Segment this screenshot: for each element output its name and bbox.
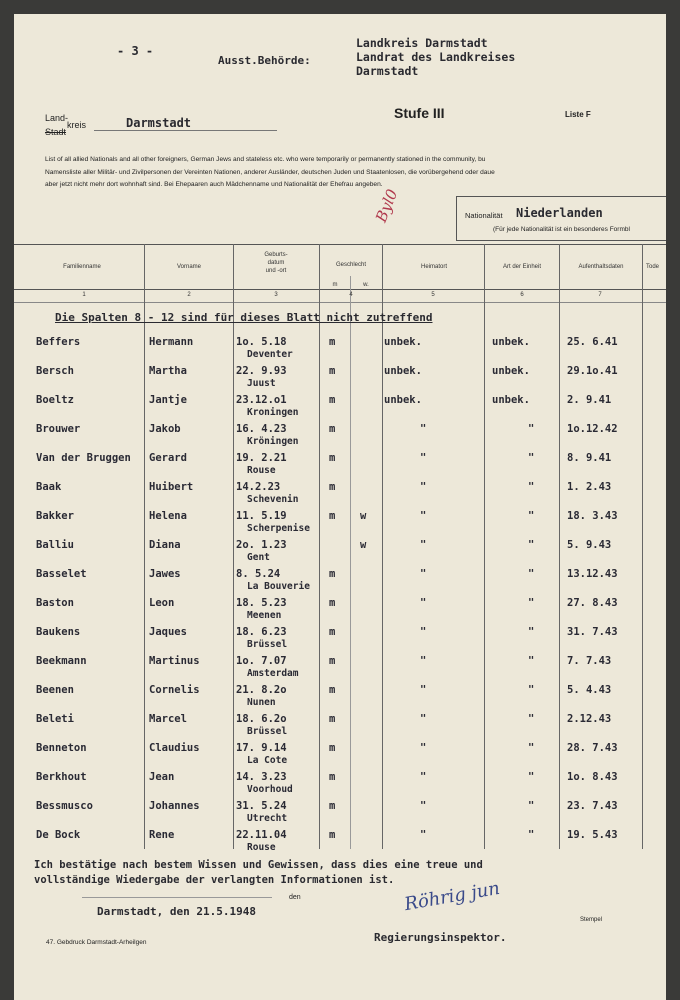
row-einheit: unbek. [492,336,530,348]
row-geschlecht-w: w [360,510,367,522]
row-familienname: Bakker [36,510,74,522]
table-row [14,568,666,592]
table-row [14,423,666,447]
row-geburtsort: Schevenin [247,494,299,505]
row-familienname: Van der Bruggen [36,452,131,464]
signature: Röhrig jun [402,877,502,916]
row-geburtsort: Kröningen [247,436,299,447]
row-geschlecht-m: m [329,510,336,522]
header-tode: Tode [646,264,660,270]
row-geschlecht-m: m [329,365,336,377]
row-geburtsort: Gent [247,552,270,563]
row-geburtsort: Scherpenise [247,523,310,534]
row-geburtsdatum: 8. 5.24 [236,568,281,580]
row-geschlecht-m: m [329,597,336,609]
row-aufenthalt: 7. 7.43 [567,655,612,667]
row-familienname: Beleti [36,713,74,725]
row-geburtsdatum: 21. 8.2o [236,684,287,696]
row-geburtsdatum: 2o. 1.23 [236,539,287,551]
row-heimatort: " [420,800,427,812]
issuing-authority-line-2: Landrat des Landkreises [356,50,516,64]
header-date-line-3: und -ort [265,267,287,274]
header-date-line-1: Geburts- [264,252,288,258]
header-date-line-2: datum [267,259,285,266]
header-geburtsdatum [236,252,316,275]
row-geburtsort: Voorhoud [247,784,293,795]
row-familienname: Baak [36,481,62,493]
issuing-authority-label: Ausst.Behörde: [218,54,311,67]
row-einheit: unbek. [492,365,530,377]
row-heimatort: " [420,655,427,667]
row-vorname: Jakob [149,423,181,435]
row-aufenthalt: 1. 2.43 [567,481,612,493]
header-geschlecht-m: m [332,282,338,288]
header-familienname: Familienname [63,264,101,270]
table-row [14,481,666,505]
row-geburtsdatum: 18. 5.23 [236,597,287,609]
confirmation-line-2: vollständige Wiedergabe der verlangten Informationen ist. [34,874,395,886]
table-row [14,771,666,795]
stempel-label: Stempel [580,917,603,923]
row-aufenthalt: 27. 8.43 [567,597,618,609]
row-vorname: Jaques [149,626,187,638]
table-top-line [14,244,666,245]
row-einheit: " [528,829,535,841]
table-row [14,394,666,418]
row-vorname: Jean [149,771,175,783]
row-geschlecht-m: m [329,655,336,667]
row-heimatort: " [420,539,427,551]
columns-note: Die Spalten 8 - 12 sind für dieses Blatt nicht zutreffend [55,311,433,324]
kreis-underline [94,130,277,131]
row-aufenthalt: 18. 3.43 [567,510,618,522]
row-geburtsort: Kroningen [247,407,299,418]
row-aufenthalt: 31. 7.43 [567,626,618,638]
row-vorname: Marcel [149,713,187,725]
row-vorname: Martinus [149,655,200,667]
row-geburtsdatum: 17. 9.14 [236,742,287,754]
table-row [14,829,666,853]
stadt-label: Stadt [45,127,67,137]
row-einheit: unbek. [492,394,530,406]
row-einheit: " [528,510,535,522]
row-einheit: " [528,539,535,551]
row-aufenthalt: 5. 4.43 [567,684,612,696]
row-vorname: Jawes [149,568,181,580]
row-familienname: Brouwer [36,423,81,435]
row-geburtsort: Deventer [247,349,293,360]
row-geburtsort: Rouse [247,842,276,853]
row-geburtsort: Rouse [247,465,276,476]
row-einheit: " [528,423,535,435]
row-geschlecht-m: m [329,713,336,725]
row-geschlecht-m: m [329,394,336,406]
row-familienname: Beffers [36,336,81,348]
row-vorname: Hermann [149,336,194,348]
header-einheit: Art der Einheit [502,264,542,270]
issuing-authority-line-1: Landkreis Darmstadt [356,36,488,50]
row-einheit: " [528,771,535,783]
row-heimatort: " [420,481,427,493]
row-geschlecht-m: m [329,481,336,493]
row-geburtsdatum: 23.12.o1 [236,394,287,406]
table-row [14,684,666,708]
row-aufenthalt: 28. 7.43 [567,742,618,754]
table-row [14,452,666,476]
confirmation-line-1: Ich bestätige nach bestem Wissen und Gewissen, dass dies eine treue und [34,859,483,871]
row-aufenthalt: 29.1o.41 [567,365,618,377]
row-geschlecht-w: w [360,539,367,551]
row-geburtsdatum: 22.11.04 [236,829,287,841]
intro-line-2: Namensliste aller Militär- und Zivilpersonen der Vereinten Nationen, anderer Ausländer, deutschen Juden und Staatenlosen, die vorübergehend oder daue [45,169,495,176]
row-geburtsort: Amsterdam [247,668,299,679]
colnum-7: 7 [598,292,602,298]
row-geburtsort: Brüssel [247,726,288,737]
row-aufenthalt: 2. 9.41 [567,394,612,406]
table-row [14,713,666,737]
table-row [14,539,666,563]
row-familienname: Beenen [36,684,74,696]
table-row [14,655,666,679]
nationality-value: Niederlanden [516,206,603,220]
colnum-4: 4 [349,292,353,298]
row-heimatort: " [420,713,427,725]
row-heimatort: " [420,742,427,754]
row-geburtsdatum: 22. 9.93 [236,365,287,377]
row-heimatort: " [420,452,427,464]
row-geburtsdatum: 18. 6.2o [236,713,287,725]
row-familienname: Basselet [36,568,87,580]
row-familienname: Bersch [36,365,74,377]
colnum-1: 1 [82,292,86,298]
issuing-authority-line-3: Darmstadt [356,64,419,78]
row-heimatort: " [420,510,427,522]
row-geburtsdatum: 18. 6.23 [236,626,287,638]
row-vorname: Huibert [149,481,194,493]
row-heimatort: " [420,684,427,696]
row-geschlecht-m: m [329,771,336,783]
row-heimatort: " [420,423,427,435]
table-row [14,510,666,534]
signatory-title: Regierungsinspektor. [374,931,507,944]
row-geschlecht-m: m [329,336,336,348]
row-vorname: Rene [149,829,175,841]
document-page [14,14,666,1000]
header-heimatort: Heimatort [420,264,447,270]
row-vorname: Cornelis [149,684,200,696]
header-geschlecht: Geschlecht [335,262,366,268]
liste-label: Liste F [565,110,591,119]
row-einheit: " [528,452,535,464]
row-familienname: Balliu [36,539,74,551]
row-geburtsort: Juust [247,378,276,389]
row-aufenthalt: 13.12.43 [567,568,618,580]
header-geschlecht-w: w. [363,282,369,288]
row-familienname: Benneton [36,742,87,754]
row-vorname: Gerard [149,452,187,464]
row-geburtsdatum: 14.2.23 [236,481,281,493]
table-colnum-line [14,302,666,303]
row-aufenthalt: 5. 9.43 [567,539,612,551]
page-number: - 3 - [117,44,154,58]
row-einheit: " [528,568,535,580]
row-vorname: Johannes [149,800,200,812]
row-aufenthalt: 25. 6.41 [567,336,618,348]
row-familienname: Baukens [36,626,81,638]
row-familienname: Bessmusco [36,800,93,812]
table-row [14,597,666,621]
colnum-6: 6 [520,292,524,298]
place-date-underline [82,897,272,898]
row-geburtsdatum: 31. 5.24 [236,800,287,812]
row-geburtsdatum: 19. 2.21 [236,452,287,464]
row-geschlecht-m: m [329,829,336,841]
row-einheit: " [528,626,535,638]
row-geburtsdatum: 1o. 5.18 [236,336,287,348]
nationality-label: Nationalität [465,211,503,220]
row-geburtsdatum: 1o. 7.07 [236,655,287,667]
row-aufenthalt: 2.12.43 [567,713,612,725]
row-einheit: " [528,684,535,696]
den-label: den [289,894,301,901]
land-label: Land- [45,113,69,123]
row-vorname: Jantje [149,394,187,406]
row-geschlecht-m: m [329,568,336,580]
row-aufenthalt: 1o.12.42 [567,423,618,435]
row-geburtsort: Meenen [247,610,282,621]
stufe-title: Stufe III [394,105,445,121]
row-familienname: De Bock [36,829,81,841]
row-geburtsort: Brüssel [247,639,288,650]
row-familienname: Baston [36,597,74,609]
header-vorname: Vorname [176,264,201,270]
intro-line-1: List of all allied Nationals and all other foreigners, German Jews and stateless etc. who were temporarily or permanently stationed in the community, bu [45,156,486,163]
row-geburtsdatum: 16. 4.23 [236,423,287,435]
row-geschlecht-m: m [329,800,336,812]
colnum-3: 3 [274,292,278,298]
table-row [14,626,666,650]
row-vorname: Leon [149,597,175,609]
row-aufenthalt: 8. 9.41 [567,452,612,464]
row-geburtsort: La Cote [247,755,288,766]
table-row [14,336,666,360]
row-familienname: Boeltz [36,394,74,406]
table-row [14,742,666,766]
row-familienname: Beekmann [36,655,87,667]
row-geburtsdatum: 11. 5.19 [236,510,287,522]
row-heimatort: " [420,626,427,638]
handwritten-mark: Byl0 [372,186,402,225]
row-geschlecht-m: m [329,684,336,696]
row-vorname: Claudius [149,742,200,754]
row-vorname: Helena [149,510,187,522]
row-einheit: " [528,742,535,754]
row-einheit: " [528,597,535,609]
place-date: Darmstadt, den 21.5.1948 [97,905,256,918]
row-aufenthalt: 23. 7.43 [567,800,618,812]
colnum-2: 2 [187,292,191,298]
table-row [14,800,666,824]
row-einheit: " [528,800,535,812]
row-geburtsort: Utrecht [247,813,288,824]
row-geburtsort: Nunen [247,697,276,708]
row-vorname: Martha [149,365,187,377]
row-geschlecht-m: m [329,452,336,464]
row-einheit: " [528,655,535,667]
row-aufenthalt: 19. 5.43 [567,829,618,841]
row-heimatort: " [420,597,427,609]
row-geschlecht-m: m [329,626,336,638]
printer-imprint: 47. Gebdruck Darmstadt-Arheilgen [46,939,147,946]
row-geschlecht-m: m [329,742,336,754]
nationality-note: (Für jede Nationalität ist ein besonderes Formbl [493,226,630,233]
row-geburtsort: La Bouverie [247,581,310,592]
row-familienname: Berkhout [36,771,87,783]
row-aufenthalt: 1o. 8.43 [567,771,618,783]
header-aufenthalt: Aufenthaltsdaten [578,264,624,270]
row-geschlecht-m: m [329,423,336,435]
row-heimatort: unbek. [384,365,422,377]
colnum-5: 5 [431,292,435,298]
kreis-value: Darmstadt [126,116,192,130]
kreis-label: kreis [67,120,87,130]
row-heimatort: " [420,829,427,841]
row-einheit: " [528,481,535,493]
intro-line-3: aber jetzt nicht mehr dort wohnhaft sind. Bei Ehepaaren auch Mädchenname und Nationalität der Ehefrau angeben. [45,181,383,188]
row-heimatort: " [420,568,427,580]
row-vorname: Diana [149,539,181,551]
row-heimatort: " [420,771,427,783]
row-geburtsdatum: 14. 3.23 [236,771,287,783]
row-heimatort: unbek. [384,336,422,348]
table-row [14,365,666,389]
row-einheit: " [528,713,535,725]
row-heimatort: unbek. [384,394,422,406]
